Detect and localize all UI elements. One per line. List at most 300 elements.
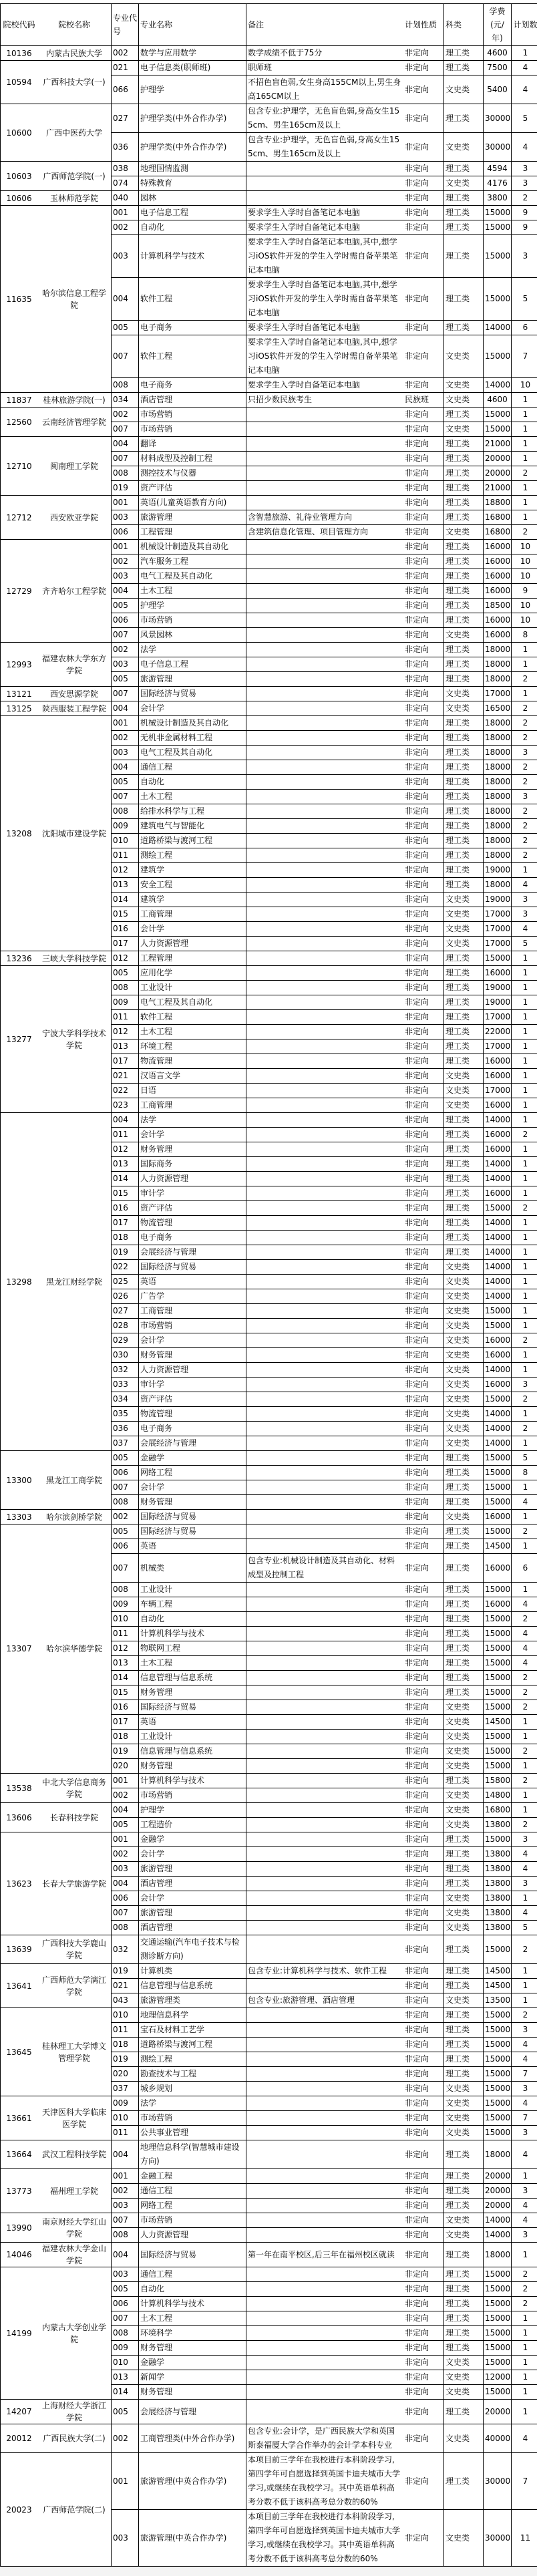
plan-count-cell: 1 <box>512 643 537 657</box>
subject-type-cell: 文史类 <box>444 1730 484 1744</box>
note-cell <box>246 408 404 422</box>
tuition-cell: 15000 <box>484 2385 512 2400</box>
tuition-cell: 15000 <box>484 1744 512 1759</box>
note-cell: 要求学生入学时自备笔记本电脑 <box>246 206 404 220</box>
plan-nature-cell: 非定向 <box>403 408 444 422</box>
note-cell <box>246 1774 404 1788</box>
plan-nature-cell: 非定向 <box>403 569 444 584</box>
note-cell <box>246 1216 404 1231</box>
major-code-cell: 020 <box>112 1759 139 1774</box>
subject-type-cell: 理工类 <box>444 466 484 481</box>
subject-type-cell: 文史类 <box>444 2510 484 2567</box>
header-major-name: 专业名称 <box>139 4 246 46</box>
major-code-cell: 006 <box>112 613 139 628</box>
major-code-cell: 040 <box>112 191 139 206</box>
school-name-cell: 中北大学信息商务学院 <box>37 1774 112 1803</box>
plan-nature-cell: 非定向 <box>403 1451 444 1466</box>
subject-type-cell: 文史类 <box>444 2228 484 2243</box>
note-cell <box>246 599 404 613</box>
subject-type-cell: 理工类 <box>444 1612 484 1627</box>
plan-count-cell: 1 <box>512 1113 537 1128</box>
plan-count-cell: 2 <box>512 731 537 746</box>
enrollment-plan-table <box>0 3 537 2567</box>
tuition-cell: 14000 <box>484 2228 512 2243</box>
note-cell <box>246 1304 404 1319</box>
plan-count-cell: 2 <box>512 672 537 687</box>
table-row <box>1 701 537 716</box>
subject-type-cell: 文史类 <box>444 2370 484 2385</box>
subject-type-cell: 理工类 <box>444 746 484 760</box>
note-cell <box>246 1039 404 1054</box>
major-code-cell: 007 <box>112 790 139 804</box>
major-code-cell: 027 <box>112 1304 139 1319</box>
tuition-cell: 13500 <box>484 1993 512 2008</box>
plan-count-cell: 4 <box>512 2096 537 2111</box>
plan-count-cell: 1 <box>512 2169 537 2184</box>
tuition-cell: 21000 <box>484 481 512 496</box>
note-cell: 要求学生入学时自备笔记本电脑,其中,想学习iOS软件开发的学生入学时需自备苹果笔记本电脑 <box>246 278 404 321</box>
plan-count-cell: 1 <box>512 1231 537 1245</box>
plan-nature-cell: 非定向 <box>403 628 444 643</box>
table-row <box>1 2267 537 2282</box>
major-name-cell: 机械设计制造及其自动化 <box>139 540 246 554</box>
plan-nature-cell: 非定向 <box>403 437 444 452</box>
plan-count-cell: 1 <box>512 1142 537 1157</box>
major-code-cell: 015 <box>112 1186 139 1201</box>
note-cell <box>246 760 404 775</box>
school-code-cell: 13664 <box>1 2140 38 2169</box>
plan-count-cell: 2 <box>512 2267 537 2282</box>
plan-count-cell: 1 <box>512 1098 537 1113</box>
major-name-cell: 材料成型及控制工程 <box>139 452 246 466</box>
major-code-cell: 003 <box>112 1862 139 1877</box>
note-cell <box>246 804 404 819</box>
subject-type-cell: 文史类 <box>444 922 484 937</box>
plan-count-cell: 1 <box>512 393 537 408</box>
subject-type-cell: 文史类 <box>444 1084 484 1098</box>
note-cell <box>246 1363 404 1378</box>
plan-count-cell: 1 <box>512 1363 537 1378</box>
plan-count-cell: 1 <box>512 1084 537 1098</box>
plan-nature-cell: 非定向 <box>403 1832 444 1847</box>
major-name-cell: 工程管理 <box>139 525 246 540</box>
plan-count-cell: 10 <box>512 378 537 393</box>
tuition-cell: 19000 <box>484 893 512 907</box>
tuition-cell: 14500 <box>484 1539 512 1554</box>
subject-type-cell: 理工类 <box>444 966 484 981</box>
major-name-cell: 金融学 <box>139 1832 246 1847</box>
plan-nature-cell: 非定向 <box>403 191 444 206</box>
plan-nature-cell: 非定向 <box>403 2311 444 2326</box>
major-name-cell: 建筑电气与智能化 <box>139 819 246 834</box>
subject-type-cell: 理工类 <box>444 584 484 599</box>
tuition-cell: 19000 <box>484 981 512 995</box>
major-name-cell: 软件工程 <box>139 335 246 378</box>
plan-count-cell: 4 <box>512 1597 537 1612</box>
tuition-cell: 17000 <box>484 1084 512 1098</box>
tuition-cell: 15000 <box>484 235 512 278</box>
plan-nature-cell: 非定向 <box>403 1993 444 2008</box>
note-cell <box>246 2096 404 2111</box>
plan-nature-cell: 非定向 <box>403 104 444 133</box>
plan-count-cell: 2 <box>512 819 537 834</box>
plan-count-cell: 1 <box>512 1275 537 1289</box>
school-code-cell: 13606 <box>1 1803 38 1832</box>
note-cell <box>246 1348 404 1363</box>
table-row <box>1 1510 537 1524</box>
major-code-cell: 004 <box>112 2243 139 2267</box>
major-name-cell: 资产评估 <box>139 481 246 496</box>
plan-count-cell: 3 <box>512 162 537 176</box>
plan-nature-cell: 非定向 <box>403 1289 444 1304</box>
plan-count-cell: 2 <box>512 1422 537 1436</box>
plan-nature-cell: 非定向 <box>403 1128 444 1142</box>
major-code-cell: 006 <box>112 525 139 540</box>
plan-count-cell: 3 <box>512 2228 537 2243</box>
tuition-cell: 14000 <box>484 1289 512 1304</box>
note-cell <box>246 922 404 937</box>
tuition-cell: 20000 <box>484 2400 512 2424</box>
note-cell <box>246 1877 404 1891</box>
major-code-cell: 043 <box>112 1993 139 2008</box>
tuition-cell: 15000 <box>484 2038 512 2052</box>
plan-count-cell: 1 <box>512 1010 537 1025</box>
note-cell <box>246 2213 404 2228</box>
plan-nature-cell: 非定向 <box>403 2453 444 2510</box>
note-cell <box>246 1891 404 1906</box>
plan-count-cell: 1 <box>512 1480 537 1495</box>
tuition-cell: 3800 <box>484 191 512 206</box>
note-cell: 包含专业:机械设计制造及其自动化、材料成型及控制工程 <box>246 1554 404 1583</box>
major-name-cell: 园林 <box>139 191 246 206</box>
subject-type-cell: 理工类 <box>444 1451 484 1466</box>
major-code-cell: 035 <box>112 1407 139 1422</box>
major-name-cell: 汽车服务工程 <box>139 554 246 569</box>
tuition-cell: 4600 <box>484 46 512 61</box>
plan-count-cell: 2 <box>512 760 537 775</box>
plan-nature-cell: 非定向 <box>403 687 444 701</box>
major-code-cell: 017 <box>112 1216 139 1231</box>
note-cell <box>246 1157 404 1172</box>
plan-count-cell: 1 <box>512 1759 537 1774</box>
note-cell <box>246 1671 404 1685</box>
plan-count-cell: 1 <box>512 1539 537 1554</box>
tuition-cell: 14000 <box>484 321 512 335</box>
tuition-cell: 14000 <box>484 1216 512 1231</box>
tuition-cell: 14500 <box>484 1979 512 1993</box>
major-code-cell: 004 <box>112 760 139 775</box>
subject-type-cell: 理工类 <box>444 2243 484 2267</box>
school-name-cell: 长春科技学院 <box>37 1803 112 1832</box>
major-code-cell: 008 <box>112 466 139 481</box>
plan-nature-cell: 非定向 <box>403 335 444 378</box>
tuition-cell: 14500 <box>484 1964 512 1979</box>
plan-nature-cell: 非定向 <box>403 1847 444 1862</box>
major-name-cell: 通信工程 <box>139 760 246 775</box>
plan-count-cell: 4 <box>512 922 537 937</box>
plan-nature-cell: 非定向 <box>403 1216 444 1231</box>
major-name-cell: 电子商务 <box>139 1231 246 1245</box>
school-code-cell: 13645 <box>1 2008 38 2096</box>
subject-type-cell: 理工类 <box>444 2453 484 2510</box>
plan-nature-cell: 非定向 <box>403 995 444 1010</box>
school-code-cell: 13277 <box>1 966 38 1113</box>
plan-nature-cell: 非定向 <box>403 2385 444 2400</box>
note-cell <box>246 1539 404 1554</box>
subject-type-cell: 文史类 <box>444 1700 484 1715</box>
plan-count-cell: 1 <box>512 1348 537 1363</box>
plan-count-cell: 2 <box>512 1524 537 1539</box>
plan-nature-cell: 非定向 <box>403 1774 444 1788</box>
tuition-cell: 15000 <box>484 278 512 321</box>
subject-type-cell: 理工类 <box>444 1245 484 1260</box>
major-name-cell: 测控技术与仪器 <box>139 466 246 481</box>
major-name-cell: 会计学 <box>139 1333 246 1348</box>
tuition-cell: 7500 <box>484 61 512 75</box>
major-code-cell: 023 <box>112 1098 139 1113</box>
major-code-cell: 019 <box>112 481 139 496</box>
subject-type-cell: 文史类 <box>444 393 484 408</box>
note-cell: 要求学生入学时自备笔记本电脑 <box>246 220 404 235</box>
subject-type-cell: 文史类 <box>444 1392 484 1407</box>
major-name-cell: 特殊教育 <box>139 176 246 191</box>
plan-count-cell: 3 <box>512 746 537 760</box>
major-code-cell: 014 <box>112 2385 139 2400</box>
major-code-cell: 006 <box>112 1539 139 1554</box>
table-row <box>1 1451 537 1466</box>
plan-nature-cell: 非定向 <box>403 1142 444 1157</box>
major-code-cell: 010 <box>112 834 139 848</box>
plan-nature-cell: 非定向 <box>403 206 444 220</box>
major-name-cell: 酒店管理 <box>139 1921 246 1935</box>
plan-count-cell: 1 <box>512 496 537 510</box>
note-cell <box>246 1319 404 1333</box>
major-code-cell: 005 <box>112 775 139 790</box>
note-cell: 含建筑信息化管理、项目管理方向 <box>246 525 404 540</box>
school-name-cell: 黑龙江工商学院 <box>37 1451 112 1510</box>
note-cell <box>246 1407 404 1422</box>
table-row <box>1 716 537 731</box>
plan-count-cell: 1 <box>512 2341 537 2356</box>
subject-type-cell: 理工类 <box>444 2184 484 2199</box>
plan-nature-cell: 非定向 <box>403 1378 444 1392</box>
major-code-cell: 008 <box>112 981 139 995</box>
plan-nature-cell: 非定向 <box>403 834 444 848</box>
major-code-cell: 025 <box>112 1275 139 1289</box>
note-cell <box>246 657 404 672</box>
school-code-cell: 13623 <box>1 1832 38 1935</box>
tuition-cell: 14000 <box>484 1172 512 1186</box>
plan-count-cell: 7 <box>512 335 537 378</box>
plan-count-cell: 1 <box>512 422 537 437</box>
major-code-cell: 037 <box>112 2082 139 2096</box>
plan-nature-cell: 非定向 <box>403 2356 444 2370</box>
school-code-cell: 13125 <box>1 701 38 716</box>
subject-type-cell: 理工类 <box>444 1201 484 1216</box>
subject-type-cell: 理工类 <box>444 2267 484 2282</box>
plan-nature-cell: 非定向 <box>403 657 444 672</box>
table-row <box>1 966 537 981</box>
tuition-cell: 18000 <box>484 804 512 819</box>
school-code-cell: 13773 <box>1 2169 38 2213</box>
header-subject-type: 科类 <box>444 4 484 46</box>
major-name-cell: 国际经济与贸易 <box>139 1510 246 1524</box>
plan-nature-cell: 非定向 <box>403 2008 444 2023</box>
subject-type-cell: 理工类 <box>444 2140 484 2169</box>
plan-nature-cell: 非定向 <box>403 278 444 321</box>
subject-type-cell: 理工类 <box>444 643 484 657</box>
plan-count-cell: 1 <box>512 2243 537 2267</box>
plan-count-cell: 6 <box>512 321 537 335</box>
note-cell <box>246 1069 404 1084</box>
plan-count-cell: 2 <box>512 1392 537 1407</box>
tuition-cell: 15000 <box>484 206 512 220</box>
school-name-cell: 福州理工学院 <box>37 2169 112 2213</box>
major-name-cell: 电子信息类(职师班) <box>139 61 246 75</box>
major-code-cell: 006 <box>112 1891 139 1906</box>
tuition-cell: 15000 <box>484 1612 512 1627</box>
subject-type-cell: 理工类 <box>444 2326 484 2341</box>
major-name-cell: 新闻学 <box>139 2370 246 2385</box>
subject-type-cell: 理工类 <box>444 46 484 61</box>
note-cell <box>246 848 404 863</box>
major-code-cell: 002 <box>112 554 139 569</box>
note-cell <box>246 2311 404 2326</box>
subject-type-cell: 文史类 <box>444 2082 484 2096</box>
major-code-cell: 013 <box>112 1039 139 1054</box>
tuition-cell: 15000 <box>484 1480 512 1495</box>
note-cell <box>246 1113 404 1128</box>
plan-nature-cell: 非定向 <box>403 1304 444 1319</box>
major-code-cell: 005 <box>112 321 139 335</box>
table-row <box>1 951 537 966</box>
note-cell: 包含专业:护理学，无色盲色弱,身高女生155cm、男生165cm及以上 <box>246 133 404 162</box>
plan-count-cell: 2 <box>512 2282 537 2297</box>
major-code-cell: 066 <box>112 75 139 104</box>
major-name-cell: 测绘工程 <box>139 848 246 863</box>
subject-type-cell: 文史类 <box>444 1993 484 2008</box>
plan-nature-cell: 非定向 <box>403 2126 444 2140</box>
plan-nature-cell: 非定向 <box>403 790 444 804</box>
tuition-cell: 20000 <box>484 2169 512 2184</box>
school-name-cell: 南京财经大学红山学院 <box>37 2213 112 2243</box>
major-name-cell: 旅游管理 <box>139 672 246 687</box>
note-cell <box>246 2326 404 2341</box>
subject-type-cell: 文史类 <box>444 1098 484 1113</box>
subject-type-cell: 理工类 <box>444 1964 484 1979</box>
plan-nature-cell: 非定向 <box>403 1069 444 1084</box>
plan-count-cell: 1 <box>512 1803 537 1818</box>
major-code-cell: 007 <box>112 628 139 643</box>
major-code-cell: 006 <box>112 1466 139 1480</box>
plan-count-cell: 1 <box>512 1993 537 2008</box>
subject-type-cell: 文史类 <box>444 1788 484 1803</box>
major-name-cell: 日语 <box>139 1084 246 1098</box>
subject-type-cell: 文史类 <box>444 1744 484 1759</box>
plan-nature-cell: 非定向 <box>403 378 444 393</box>
major-code-cell: 013 <box>112 1656 139 1671</box>
plan-count-cell: 3 <box>512 1877 537 1891</box>
tuition-cell: 16000 <box>484 569 512 584</box>
plan-nature-cell: 非定向 <box>403 496 444 510</box>
note-cell <box>246 1186 404 1201</box>
plan-nature-cell: 非定向 <box>403 1935 444 1964</box>
major-code-cell: 005 <box>112 1524 139 1539</box>
note-cell <box>246 1818 404 1832</box>
subject-type-cell: 理工类 <box>444 510 484 525</box>
major-name-cell: 市场营销 <box>139 613 246 628</box>
subject-type-cell: 理工类 <box>444 1847 484 1862</box>
school-name-cell: 广西师范学院(一) <box>37 162 112 191</box>
table-row <box>1 2140 537 2169</box>
note-cell: 要求学生入学时自备笔记本电脑,其中,想学习iOS软件开发的学生入学时需自备苹果笔记本电脑 <box>246 335 404 378</box>
school-name-cell: 西安思源学院 <box>37 687 112 701</box>
table-row <box>1 2400 537 2424</box>
plan-nature-cell: 非定向 <box>403 584 444 599</box>
header-note: 备注 <box>246 4 404 46</box>
plan-nature-cell: 非定向 <box>403 1671 444 1685</box>
tuition-cell: 13800 <box>484 1877 512 1891</box>
tuition-cell: 16000 <box>484 613 512 628</box>
subject-type-cell: 理工类 <box>444 1039 484 1054</box>
table-row <box>1 1113 537 1128</box>
tuition-cell: 15000 <box>484 1730 512 1744</box>
school-name-cell: 黑龙江财经学院 <box>37 1113 112 1451</box>
note-cell <box>246 1260 404 1275</box>
note-cell <box>246 2008 404 2023</box>
subject-type-cell: 文史类 <box>444 1436 484 1451</box>
tuition-cell: 5400 <box>484 75 512 104</box>
major-code-cell: 005 <box>112 1451 139 1466</box>
plan-nature-cell: 非定向 <box>403 61 444 75</box>
plan-count-cell: 1 <box>512 452 537 466</box>
major-name-cell: 人力资源管理 <box>139 2228 246 2243</box>
major-name-cell: 会计学 <box>139 1847 246 1862</box>
tuition-cell: 14000 <box>484 1275 512 1289</box>
note-cell <box>246 2111 404 2126</box>
note-cell <box>246 1422 404 1436</box>
school-code-cell: 13641 <box>1 1964 38 2008</box>
plan-count-cell: 2 <box>512 191 537 206</box>
tuition-cell: 4600 <box>484 393 512 408</box>
major-code-cell: 026 <box>112 1289 139 1304</box>
tuition-cell: 13800 <box>484 1891 512 1906</box>
plan-count-cell: 7 <box>512 2067 537 2082</box>
major-code-cell: 002 <box>112 46 139 61</box>
major-code-cell: 010 <box>112 2356 139 2370</box>
subject-type-cell: 理工类 <box>444 1216 484 1231</box>
major-name-cell: 交通运输(汽车电子技术与检测诊断方向) <box>139 1935 246 1964</box>
subject-type-cell: 文史类 <box>444 176 484 191</box>
major-name-cell: 工商管理 <box>139 1098 246 1113</box>
major-name-cell: 计算机科学与技术 <box>139 1627 246 1641</box>
plan-nature-cell: 非定向 <box>403 1715 444 1730</box>
major-name-cell: 物流管理 <box>139 1216 246 1231</box>
plan-count-cell: 4 <box>512 75 537 104</box>
plan-nature-cell: 非定向 <box>403 2400 444 2424</box>
school-name-cell: 玉林师范学院 <box>37 191 112 206</box>
major-name-cell: 金融工程 <box>139 2169 246 2184</box>
note-cell: 只招少数民族考生 <box>246 393 404 408</box>
major-code-cell: 014 <box>112 1172 139 1186</box>
major-code-cell: 002 <box>112 1788 139 1803</box>
note-cell <box>246 2385 404 2400</box>
tuition-cell: 30000 <box>484 2453 512 2510</box>
plan-count-cell: 9 <box>512 220 537 235</box>
plan-count-cell: 1 <box>512 966 537 981</box>
plan-nature-cell: 非定向 <box>403 2111 444 2126</box>
major-name-cell: 计算机科学与技术 <box>139 2297 246 2311</box>
